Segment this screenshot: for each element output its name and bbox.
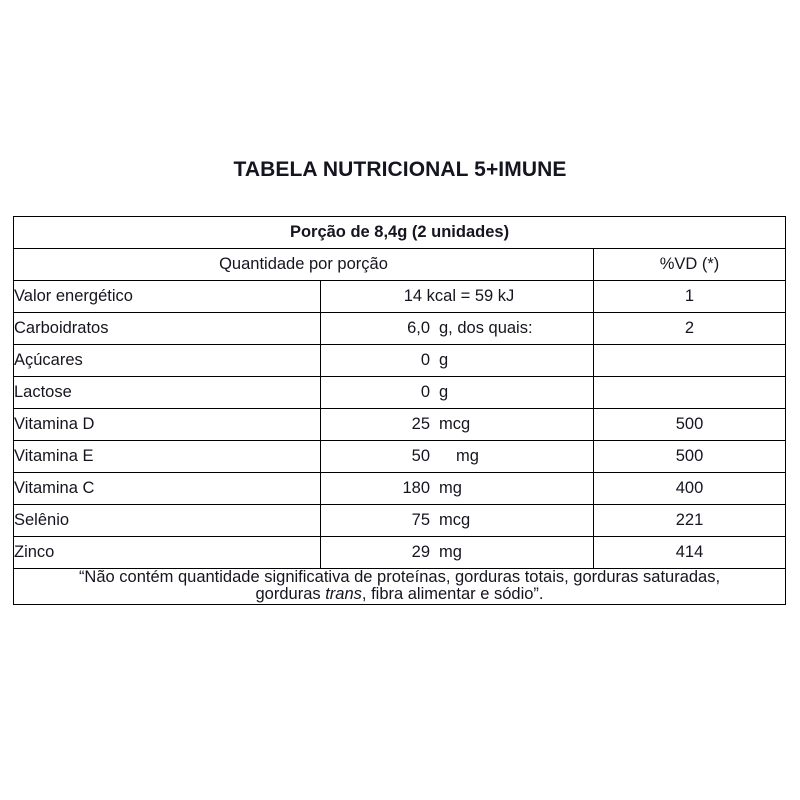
nutrient-name: Zinco — [14, 537, 321, 569]
nutrient-value: 25 — [411, 414, 430, 433]
table-row-footnote — [14, 569, 786, 605]
table-row-column-headers — [14, 249, 786, 281]
table-row — [14, 345, 786, 377]
nutrient-daily-value — [594, 345, 786, 377]
nutrient-daily-value — [594, 377, 786, 409]
nutrient-value: 50 — [411, 446, 430, 465]
nutrient-unit: mg — [439, 478, 462, 497]
nutrient-name: Lactose — [14, 377, 321, 409]
nutrient-quantity — [321, 313, 594, 345]
nutrient-daily-value: 221 — [594, 505, 786, 537]
nutrient-name: Vitamina E — [14, 441, 321, 473]
table-row-portion-header — [14, 217, 786, 249]
nutrient-quantity — [321, 537, 594, 569]
nutrient-daily-value: 400 — [594, 473, 786, 505]
table-row — [14, 377, 786, 409]
portion-header: Porção de 8,4g (2 unidades) — [14, 217, 786, 249]
nutrient-value: 0 — [420, 382, 430, 401]
nutrient-unit: mg — [439, 542, 462, 561]
nutrient-name: Carboidratos — [14, 313, 321, 345]
footnote-line-1: “Não contém quantidade significativa de proteínas, gorduras totais, gorduras saturadas, — [78, 568, 721, 586]
footnote — [14, 569, 786, 605]
table-row — [14, 281, 786, 313]
table-row — [14, 473, 786, 505]
nutrient-unit: mg — [456, 446, 479, 465]
nutrient-name: Vitamina D — [14, 409, 321, 441]
nutrient-daily-value: 500 — [594, 409, 786, 441]
nutrient-quantity — [321, 377, 594, 409]
nutrient-unit: mcg — [439, 510, 471, 529]
nutrient-quantity — [321, 345, 594, 377]
nutrient-unit: g — [439, 350, 449, 369]
nutrient-daily-value: 414 — [594, 537, 786, 569]
nutrient-name: Vitamina C — [14, 473, 321, 505]
column-header-quantity: Quantidade por porção — [14, 249, 594, 281]
nutrient-value: 75 — [411, 510, 430, 529]
footnote-text-after: , fibra alimentar e sódio”. — [361, 585, 544, 604]
table-row — [14, 537, 786, 569]
nutrient-quantity — [321, 473, 594, 505]
table-row — [14, 409, 786, 441]
nutrient-value: 6,0 — [407, 318, 430, 337]
nutrient-unit: mcg — [439, 414, 471, 433]
nutrient-name: Valor energético — [14, 281, 321, 313]
table-row — [14, 505, 786, 537]
nutrient-quantity-text: 14 kcal = 59 kJ — [403, 286, 515, 305]
nutrient-unit: g, dos quais: — [439, 318, 533, 337]
nutrient-name: Açúcares — [14, 345, 321, 377]
table-row — [14, 313, 786, 345]
footnote-text-before: gorduras — [255, 585, 326, 604]
nutrient-daily-value: 1 — [594, 281, 786, 313]
nutrient-daily-value: 500 — [594, 441, 786, 473]
nutrient-quantity — [321, 409, 594, 441]
nutrient-daily-value: 2 — [594, 313, 786, 345]
nutrient-quantity — [321, 505, 594, 537]
footnote-line-2 — [14, 586, 785, 603]
page-title: TABELA NUTRICIONAL 5+IMUNE — [233, 158, 567, 181]
nutrient-quantity — [321, 281, 594, 313]
table-row — [14, 441, 786, 473]
footnote-text-italic: trans — [325, 585, 362, 604]
nutrient-value: 180 — [402, 478, 430, 497]
nutrient-unit: g — [439, 382, 449, 401]
nutrient-name: Selênio — [14, 505, 321, 537]
column-header-daily-value: %VD (*) — [594, 249, 786, 281]
nutrition-facts-table — [13, 216, 786, 605]
nutrient-quantity — [321, 441, 594, 473]
nutrient-value: 0 — [420, 350, 430, 369]
nutrient-value: 29 — [411, 542, 430, 561]
